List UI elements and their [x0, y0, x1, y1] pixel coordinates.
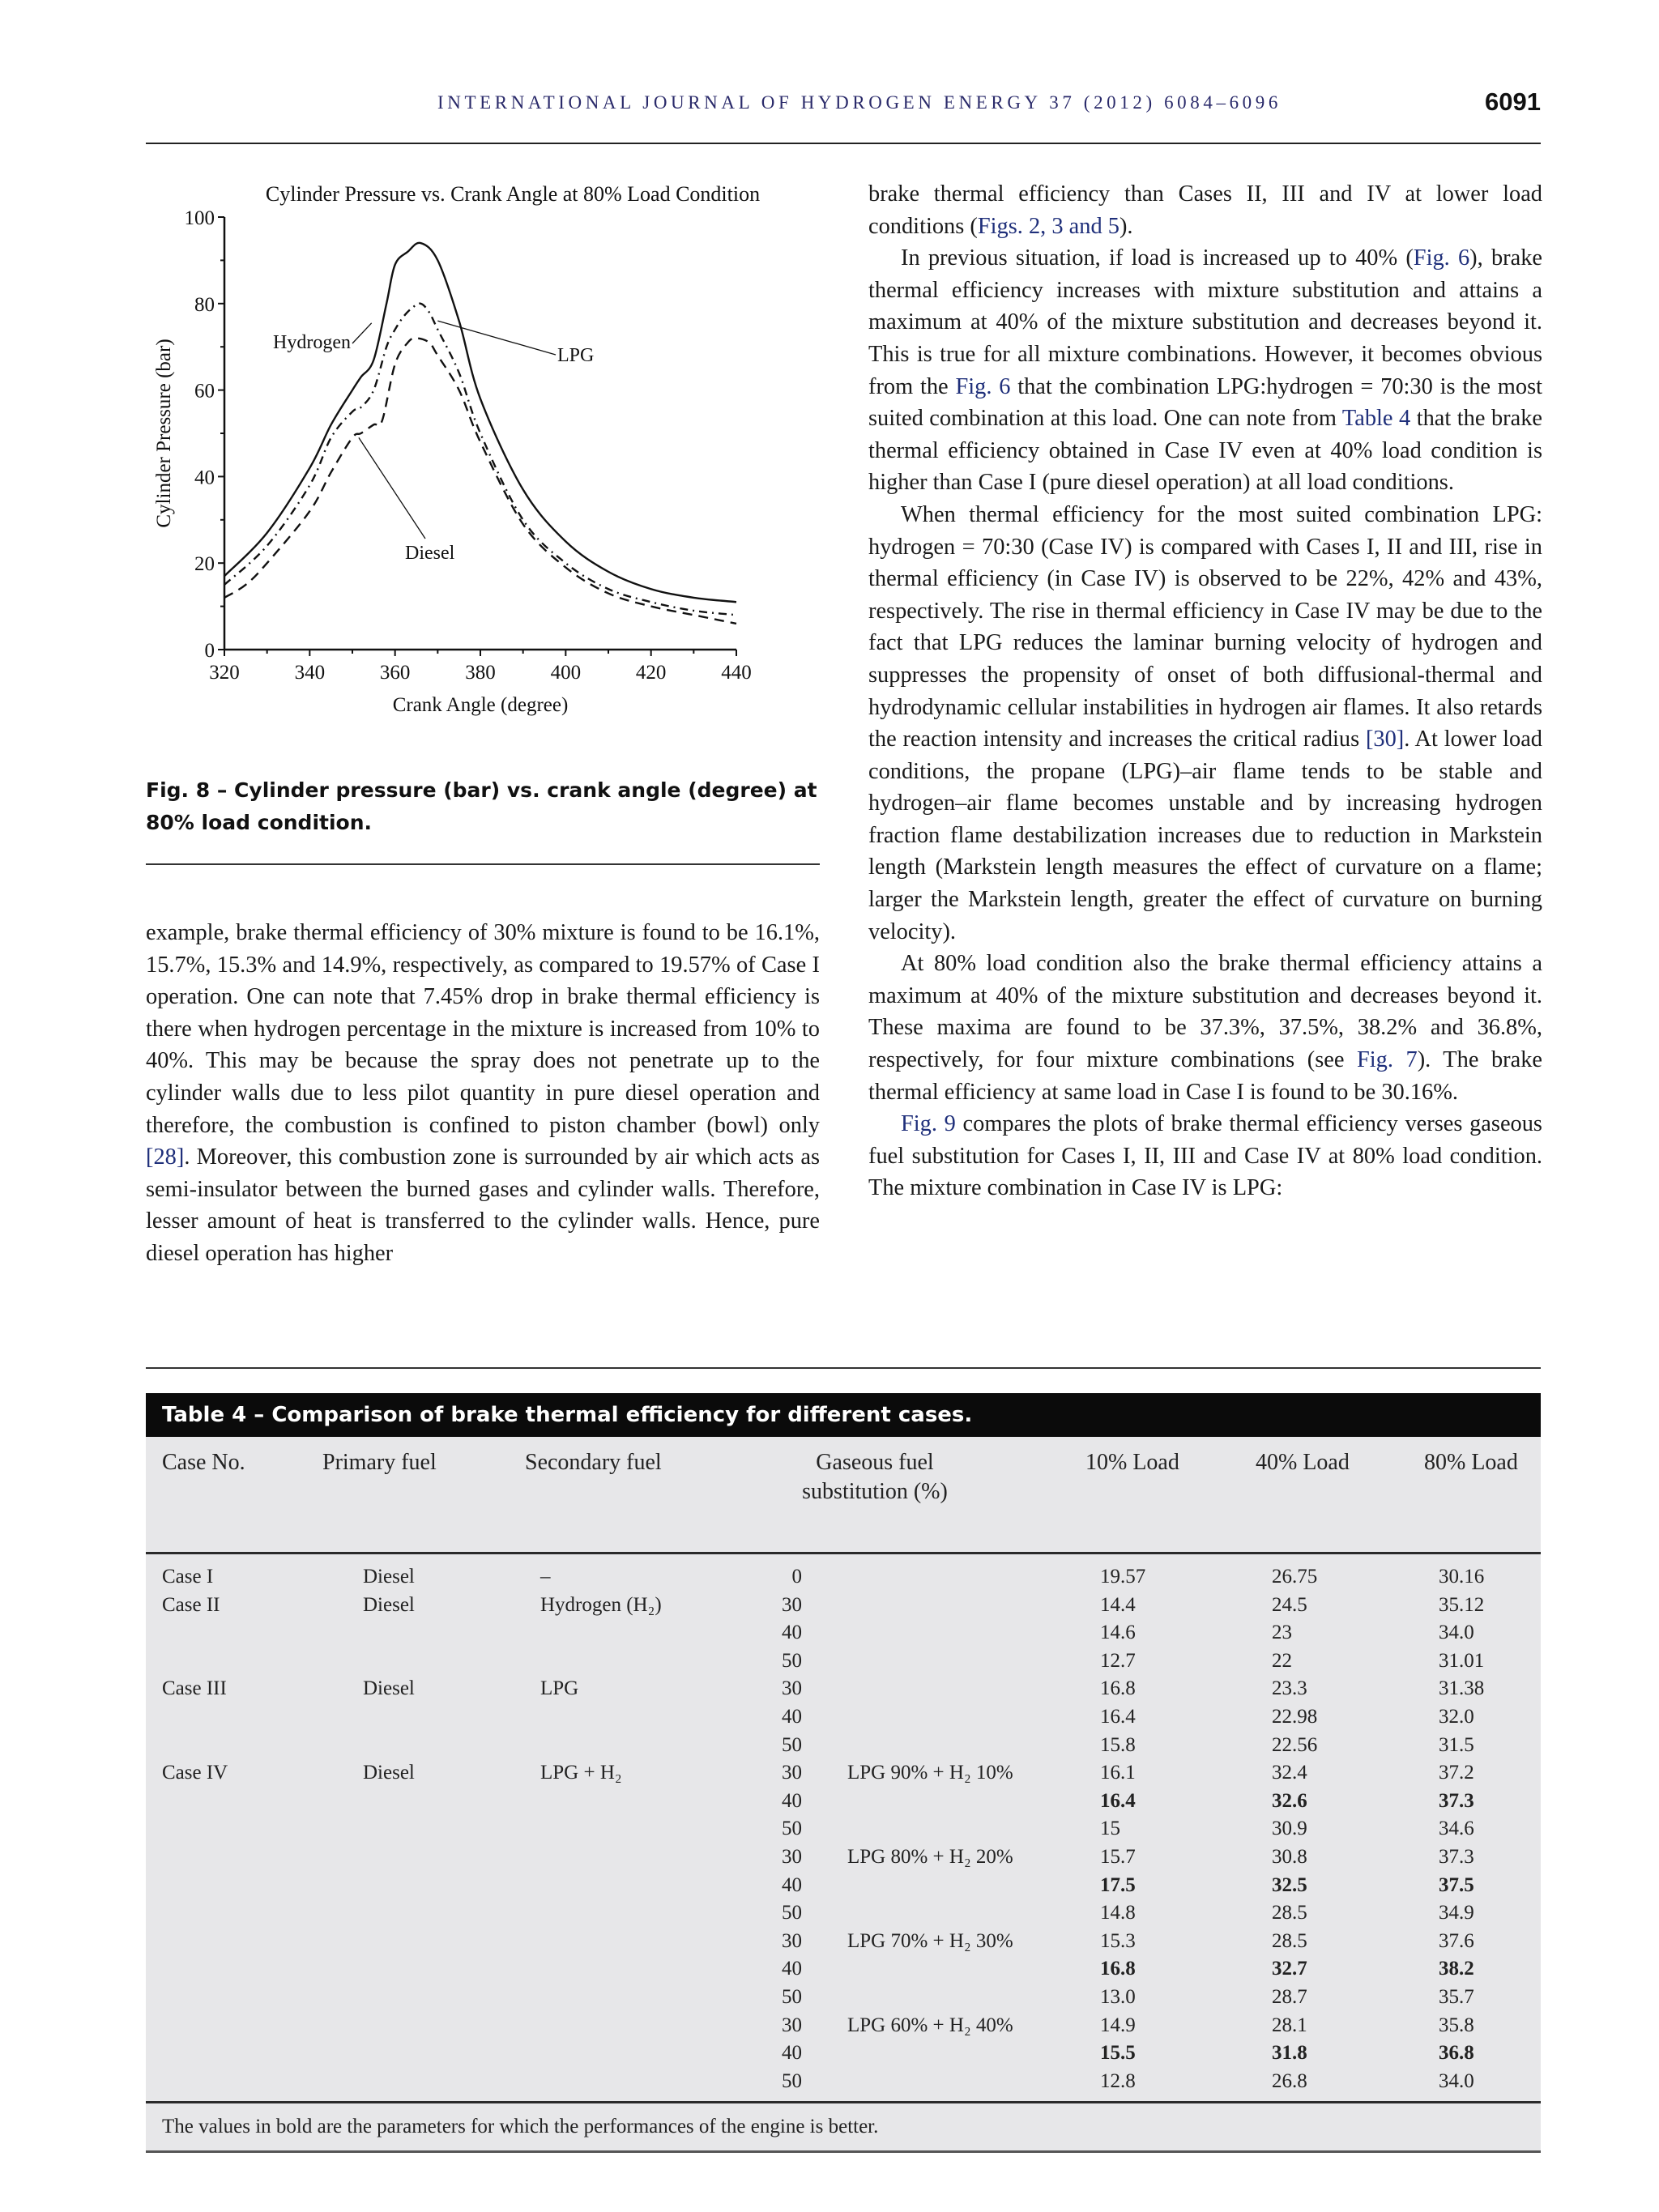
mixture-cell: LPG 80% + H₂ 20% — [847, 1845, 1013, 1868]
y-tick-label: 20 — [194, 553, 215, 576]
figure-divider — [146, 863, 820, 865]
load-40-cell: 31.8 — [1272, 2042, 1307, 2065]
table-title: Table 4 – Comparison of brake thermal efficiency for different cases. — [146, 1393, 1541, 1437]
load-80-cell: 31.38 — [1439, 1677, 1485, 1700]
fig-9-link[interactable]: Fig. 9 — [901, 1111, 956, 1137]
load-10-cell: 16.4 — [1100, 1789, 1136, 1812]
y-tick-label: 80 — [194, 293, 215, 316]
citation-link-30[interactable]: [30] — [1365, 727, 1405, 752]
x-tick-label: 420 — [635, 662, 667, 684]
right-column-text — [868, 178, 1542, 1204]
table-header-row — [146, 1437, 1541, 1554]
load-10-cell: 16.4 — [1100, 1705, 1136, 1728]
header-80-load: 80% Load — [1424, 1450, 1518, 1475]
load-10-cell: 16.1 — [1100, 1762, 1136, 1784]
load-80-cell: 34.0 — [1439, 1622, 1474, 1644]
paragraph: Fig. 9 compares the plots of brake thermal efficiency verses gaseous fuel substitution for Cases I, II, III and Case IV at 80% load condition. The mixture combination in Case IV is LPG: — [868, 1111, 1542, 1201]
substitution-cell: 30 — [782, 1845, 802, 1868]
table-row — [146, 2067, 1541, 2095]
header-case-no: Case No. — [162, 1450, 245, 1475]
load-10-cell: 15.7 — [1100, 1845, 1136, 1868]
table-row — [146, 1562, 1541, 1591]
table-row — [146, 1983, 1541, 2011]
table-row — [146, 1871, 1541, 1899]
secondary-fuel-cell: Hydrogen (H₂) — [540, 1593, 662, 1616]
substitution-cell: 40 — [782, 2042, 802, 2065]
load-40-cell: 22.98 — [1272, 1705, 1318, 1728]
load-80-cell: 37.6 — [1439, 1929, 1474, 1952]
substitution-cell: 30 — [782, 2014, 802, 2036]
load-10-cell: 19.57 — [1100, 1566, 1146, 1588]
load-10-cell: 13.0 — [1100, 1985, 1136, 2008]
fig-6-link[interactable]: Fig. 6 — [1413, 245, 1470, 271]
load-40-cell: 32.6 — [1272, 1789, 1307, 1812]
x-axis-label: Crank Angle (degree) — [392, 694, 569, 716]
secondary-fuel-cell: LPG + H₂ — [540, 1762, 622, 1784]
substitution-cell: 50 — [782, 1733, 802, 1756]
load-40-cell: 28.5 — [1272, 1902, 1307, 1924]
load-10-cell: 12.8 — [1100, 2069, 1136, 2092]
table-row — [146, 1731, 1541, 1759]
load-10-cell: 15.3 — [1100, 1929, 1136, 1952]
header-secondary-fuel: Secondary fuel — [525, 1450, 662, 1475]
load-40-cell: 23.3 — [1272, 1677, 1307, 1700]
paragraph: example, brake thermal efficiency of 30% mixture is found to be 16.1%, 15.7%, 15.3% and 14.9%, respectively, as compared to 19.57% of Case I operation. One can note that 7.45% drop in brake thermal efficiency is there when hydrogen percentage in the mixture is increased from 10% to 40%. This may be because the spray does not penetrate up to the cylinder walls due to less pilot quantity in pure diesel operation and therefore, the combustion is confined to piston chamber (bowl) only [28]. Moreover, this combustion zone is surrounded by air which acts as semi-insulator between the burned gases and cylinder walls. Therefore, lesser amount of heat is transferred to the cylinder walls. Hence, pure diesel operation has higher — [146, 920, 820, 1266]
diesel-label: Diesel — [405, 543, 455, 564]
substitution-cell: 30 — [782, 1677, 802, 1700]
load-10-cell: 14.4 — [1100, 1593, 1136, 1616]
table-row — [146, 1674, 1541, 1703]
hydrogen-label: Hydrogen — [273, 332, 351, 353]
lpg-label: LPG — [557, 345, 595, 366]
substitution-cell: 0 — [791, 1566, 802, 1588]
load-80-cell: 37.5 — [1439, 1873, 1474, 1896]
table-row — [146, 1899, 1541, 1927]
x-tick-label: 380 — [465, 662, 496, 684]
x-tick-label: 440 — [721, 662, 752, 684]
load-40-cell: 32.7 — [1272, 1958, 1307, 1980]
load-10-cell: 17.5 — [1100, 1873, 1136, 1896]
table-top-rule — [146, 1367, 1541, 1369]
load-80-cell: 34.6 — [1439, 1818, 1474, 1840]
y-tick-label: 0 — [204, 640, 215, 662]
load-40-cell: 28.1 — [1272, 2014, 1307, 2036]
figure-caption: Fig. 8 – Cylinder pressure (bar) vs. crank angle (degree) at 80% load condition. — [146, 778, 817, 834]
x-tick-label: 340 — [294, 662, 326, 684]
x-tick-label: 360 — [379, 662, 411, 684]
substitution-cell: 50 — [782, 1902, 802, 1924]
primary-fuel-cell: Diesel — [363, 1762, 415, 1784]
mixture-cell: LPG 60% + H₂ 40% — [847, 2014, 1013, 2036]
load-10-cell: 15.8 — [1100, 1733, 1136, 1756]
chart-title: Cylinder Pressure vs. Crank Angle at 80% Load Condition — [265, 182, 761, 206]
mixture-cell: LPG 70% + H₂ 30% — [847, 1929, 1013, 1952]
load-80-cell: 34.0 — [1439, 2069, 1474, 2092]
x-tick-label: 320 — [209, 662, 240, 684]
load-40-cell: 32.4 — [1272, 1762, 1307, 1784]
load-40-cell: 23 — [1272, 1622, 1292, 1644]
load-10-cell: 16.8 — [1100, 1958, 1136, 1980]
case-cell: Case II — [162, 1593, 220, 1616]
primary-fuel-cell: Diesel — [363, 1566, 415, 1588]
header-divider — [146, 143, 1541, 144]
load-40-cell: 30.8 — [1272, 1845, 1307, 1868]
header-primary-fuel: Primary fuel — [322, 1450, 437, 1475]
substitution-cell: 50 — [782, 1985, 802, 2008]
table-4-link[interactable]: Table 4 — [1341, 406, 1411, 432]
load-40-cell: 26.75 — [1272, 1566, 1318, 1588]
load-10-cell: 16.8 — [1100, 1677, 1136, 1700]
load-40-cell: 28.7 — [1272, 1985, 1307, 2008]
table-body — [146, 1554, 1541, 2101]
table-footnote: The values in bold are the parameters for which the performances of the engine is better. — [146, 2101, 1541, 2153]
load-40-cell: 32.5 — [1272, 1873, 1307, 1896]
page-header — [146, 87, 1541, 141]
table-row — [146, 1758, 1541, 1787]
load-80-cell: 35.7 — [1439, 1985, 1474, 2008]
figure-8-chart — [146, 178, 826, 745]
load-80-cell: 37.3 — [1439, 1789, 1474, 1812]
load-80-cell: 35.12 — [1439, 1593, 1485, 1616]
load-40-cell: 22.56 — [1272, 1733, 1318, 1756]
substitution-cell: 50 — [782, 1818, 802, 1840]
paragraph: In previous situation, if load is increased up to 40% (Fig. 6), brake thermal efficiency increases with mixture substitution and attains a maximum at 40% of the mixture substitution and decreases beyond it. This is true for all mixture combinations. However, it becomes obvious from the Fig. 6 that the combination LPG:hydrogen = 70:30 is the most suited combination at this load. One can note from Table 4 that the brake thermal efficiency obtained in Case IV even at 40% load condition is higher than Case I (pure diesel operation) at all load conditions. — [868, 245, 1543, 496]
load-40-cell: 22 — [1272, 1649, 1292, 1672]
page-number: 6091 — [1485, 87, 1541, 116]
substitution-cell: 30 — [782, 1593, 802, 1616]
header-40-load: 40% Load — [1256, 1450, 1350, 1475]
citation-link-28[interactable]: [28] — [146, 1144, 185, 1170]
load-80-cell: 34.9 — [1439, 1902, 1474, 1924]
load-80-cell: 37.3 — [1439, 1845, 1474, 1868]
left-column-text — [146, 917, 820, 1270]
case-cell: Case III — [162, 1677, 227, 1700]
y-axis-label: Cylinder Pressure (bar) — [153, 339, 175, 528]
case-cell: Case IV — [162, 1762, 228, 1784]
substitution-cell: 40 — [782, 1789, 802, 1812]
y-tick-label: 40 — [194, 467, 215, 489]
load-80-cell: 30.16 — [1439, 1566, 1485, 1588]
table-row — [146, 1618, 1541, 1647]
y-tick-label: 100 — [184, 207, 215, 229]
secondary-fuel-cell: – — [540, 1566, 551, 1588]
substitution-cell: 40 — [782, 1622, 802, 1644]
table-row — [146, 1787, 1541, 1815]
table-row — [146, 1927, 1541, 1955]
substitution-cell: 50 — [782, 2069, 802, 2092]
header-substitution: Gaseous fuel substitution (%) — [802, 1450, 948, 1504]
substitution-cell: 50 — [782, 1649, 802, 1672]
load-10-cell: 12.7 — [1100, 1649, 1136, 1672]
load-10-cell: 14.6 — [1100, 1622, 1136, 1644]
load-10-cell: 15 — [1100, 1818, 1120, 1840]
x-tick-label: 400 — [550, 662, 582, 684]
figs-2-3-5-link[interactable]: Figs. 2, 3 and 5 — [977, 213, 1120, 239]
primary-fuel-cell: Diesel — [363, 1593, 415, 1616]
secondary-fuel-cell: LPG — [540, 1677, 579, 1700]
substitution-cell: 30 — [782, 1929, 802, 1952]
load-40-cell: 24.5 — [1272, 1593, 1307, 1616]
table-row — [146, 2011, 1541, 2039]
load-40-cell: 30.9 — [1272, 1818, 1307, 1840]
table-row — [146, 1647, 1541, 1675]
substitution-cell: 40 — [782, 1873, 802, 1896]
load-10-cell: 15.5 — [1100, 2042, 1136, 2065]
substitution-cell: 40 — [782, 1705, 802, 1728]
load-80-cell: 35.8 — [1439, 2014, 1474, 2036]
fig-7-link[interactable]: Fig. 7 — [1357, 1047, 1418, 1073]
load-80-cell: 36.8 — [1439, 2042, 1474, 2065]
mixture-cell: LPG 90% + H₂ 10% — [847, 1762, 1013, 1784]
table-row — [146, 1703, 1541, 1731]
paragraph: When thermal efficiency for the most suited combination LPG: hydrogen = 70:30 (Case IV) is compared with Cases I, II and III, rise in thermal efficiency (in Case IV) is observed to be 22%, 42% and 43%, respectively. The rise in thermal efficiency in Case IV may be due to the fact that LPG reduces the laminar burning velocity of hydrogen and suppresses the propensity of onset of both diffusional-thermal and hydrodynamic cellular instabilities in hydrogen air flames. It also retards the reaction intensity and increases the critical radius [30]. At lower load conditions, the propane (LPG)–air flame tends to be stable and hydrogen–air flame becomes unstable and by increasing hydrogen fraction flame destabilization increases due to reduction in Markstein length (Markstein length measures the effect of curvature on a flame; larger the Markstein length, greater the effect of curvature on burning velocity). — [868, 501, 1542, 944]
chart-svg — [146, 178, 826, 745]
load-80-cell: 32.0 — [1439, 1705, 1474, 1728]
table-row — [146, 1954, 1541, 1983]
load-10-cell: 14.8 — [1100, 1902, 1136, 1924]
table-row — [146, 1843, 1541, 1871]
table-row — [146, 2039, 1541, 2067]
paragraph: brake thermal efficiency than Cases II, III and IV at lower load conditions (Figs. 2, 3 and 5). — [868, 181, 1542, 239]
table-row — [146, 1591, 1541, 1619]
load-40-cell: 28.5 — [1272, 1929, 1307, 1952]
header-10-load: 10% Load — [1085, 1450, 1179, 1475]
journal-title: INTERNATIONAL JOURNAL OF HYDROGEN ENERGY 37 (2012) 6084–6096 — [437, 92, 1282, 113]
load-80-cell: 37.2 — [1439, 1762, 1474, 1784]
load-10-cell: 14.9 — [1100, 2014, 1136, 2036]
series-hydrogen — [224, 243, 736, 602]
load-80-cell: 31.5 — [1439, 1733, 1474, 1756]
load-80-cell: 31.01 — [1439, 1649, 1485, 1672]
load-40-cell: 26.8 — [1272, 2069, 1307, 2092]
fig-6-link[interactable]: Fig. 6 — [955, 373, 1011, 399]
table-row — [146, 1814, 1541, 1843]
substitution-cell: 40 — [782, 1958, 802, 1980]
paragraph: At 80% load condition also the brake thermal efficiency attains a maximum at 40% of the mixture substitution and decreases beyond it. These maxima are found to be 37.3%, 37.5%, 38.2% and 36.8%, respectively, for four mixture combinations (see Fig. 7). The brake thermal efficiency at same load in Case I is found to be 30.16%. — [868, 951, 1542, 1105]
table-4 — [146, 1393, 1541, 2153]
y-tick-label: 60 — [194, 380, 215, 403]
primary-fuel-cell: Diesel — [363, 1677, 415, 1700]
load-80-cell: 38.2 — [1439, 1958, 1474, 1980]
substitution-cell: 30 — [782, 1762, 802, 1784]
case-cell: Case I — [162, 1566, 214, 1588]
